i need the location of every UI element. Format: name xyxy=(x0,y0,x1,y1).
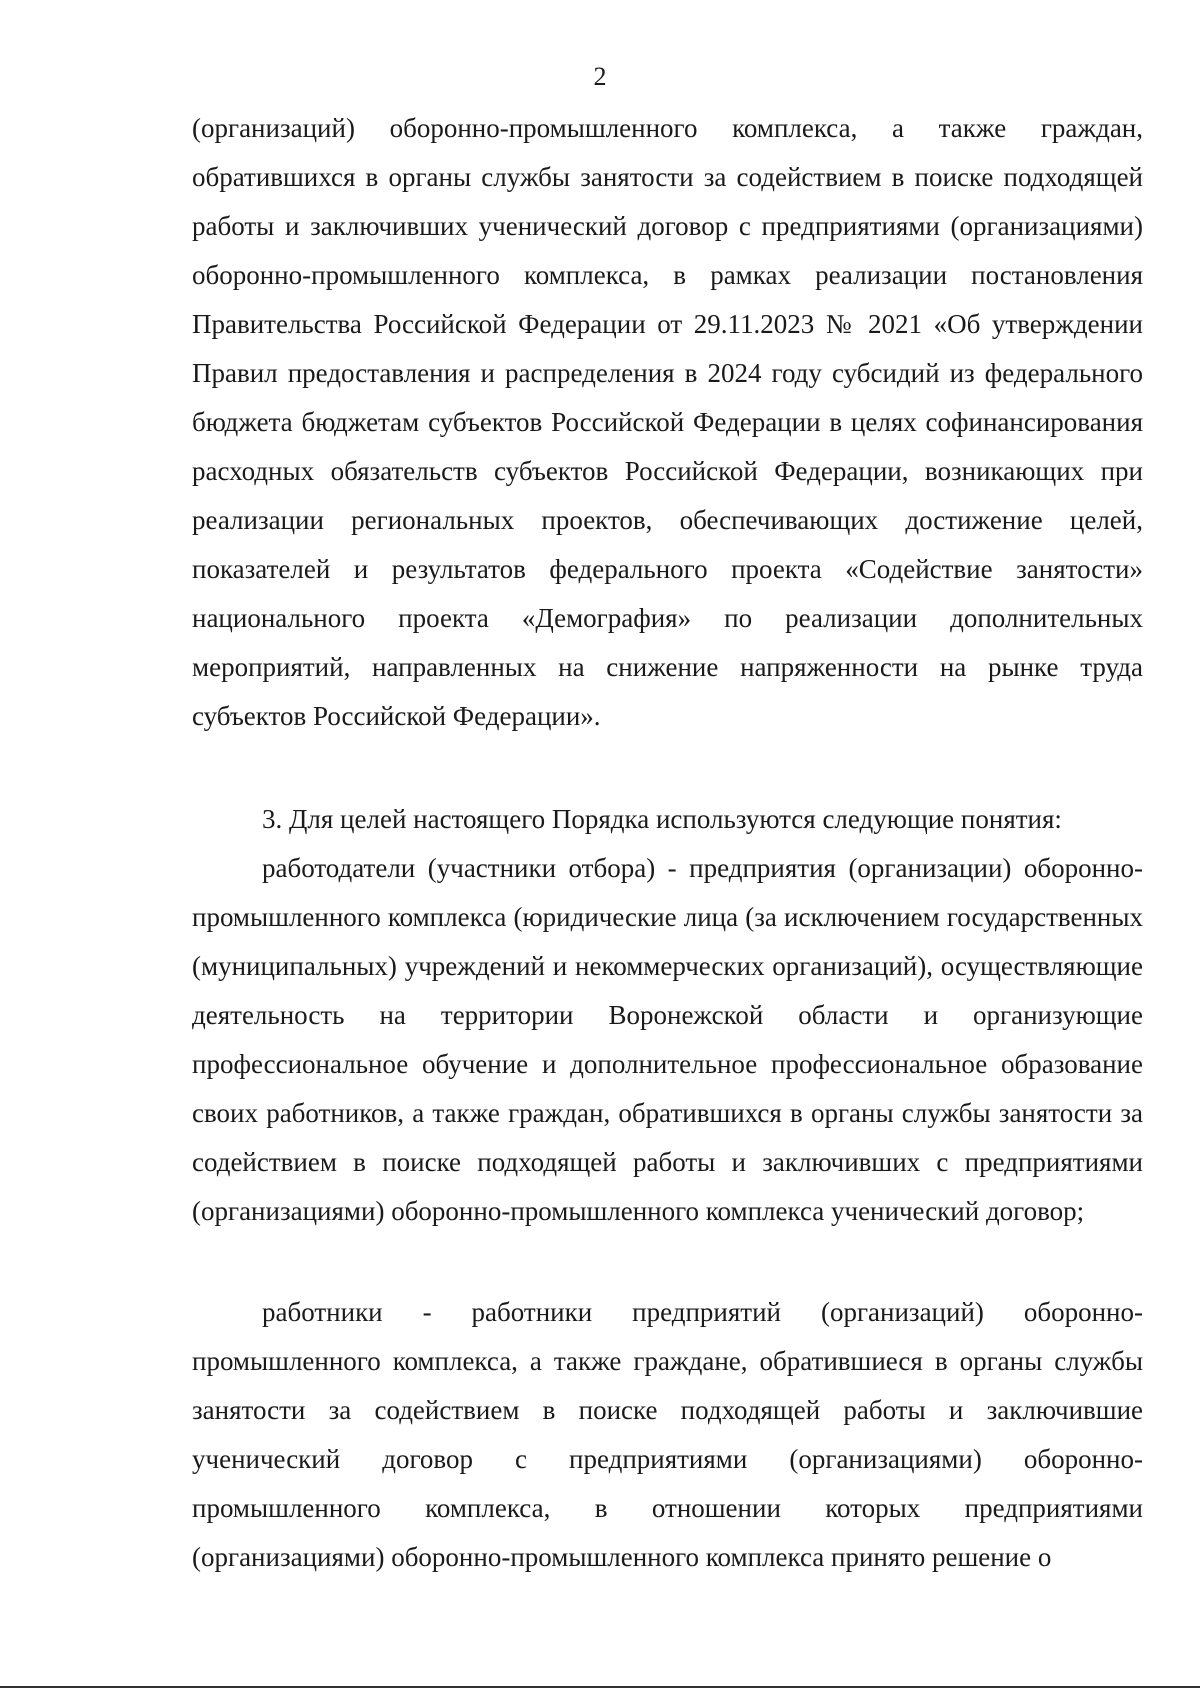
paragraph-continuation-block xyxy=(192,104,1143,741)
paragraph-item-3: 3. Для целей настоящего Порядка используются следующие понятия: xyxy=(262,804,1062,834)
page-number: 2 xyxy=(593,62,607,91)
paragraph-continuation: (организаций) оборонно-промышленного комплекса, а также граждан, обратившихся в органы службы занятости за содействием в поиске подходящей работы и заключивших ученический договор с предприятиями (организациями) оборонно-промышленного комплекса, в рамках реализации постановления Правительства Российской Федерации от 29.11.2023 № 2021 «Об утверждении Правил предоставления и распределения в 2024 году субсидий из федерального бюджета бюджетам субъектов Российской Федерации в целях софинансирования расходных обязательств субъектов Российской Федерации, возникающих при реализации региональных проектов, обеспечивающих достижение целей, показателей и результатов федерального проекта «Содействие занятости» национального проекта «Демография» по реализации дополнительных мероприятий, направленных на снижение напряженности на рынке труда субъектов Российской Федерации». xyxy=(192,113,1143,731)
paragraph-workers-definition: работники - работники предприятий (организаций) оборонно-промышленного комплекса, а также граждане, обратившиеся в органы службы занятости за содействием в поиске подходящей работы и заключившие ученический договор с предприятиями (организациями) оборонно-промышленного комплекса, в отношении которых предприятиями (организациями) оборонно-промышленного комплекса принято решение о xyxy=(192,1297,1143,1572)
workers-block xyxy=(192,1288,1143,1582)
definitions-block xyxy=(192,795,1143,1236)
page-bottom-edge xyxy=(0,1686,1200,1688)
paragraph-employers-definition: работодатели (участники отбора) - предприятия (организации) оборонно-промышленного комплекса (юридические лица (за исключением государственных (муниципальных) учреждений и некоммерческих организаций), осуществляющие деятельность на территории Воронежской области и организующие профессиональное обучение и дополнительное профессиональное образование своих работников, а также граждан, обратившихся в органы службы занятости за содействием в поиске подходящей работы и заключивших с предприятиями (организациями) оборонно-промышленного комплекса ученический договор; xyxy=(192,853,1143,1226)
